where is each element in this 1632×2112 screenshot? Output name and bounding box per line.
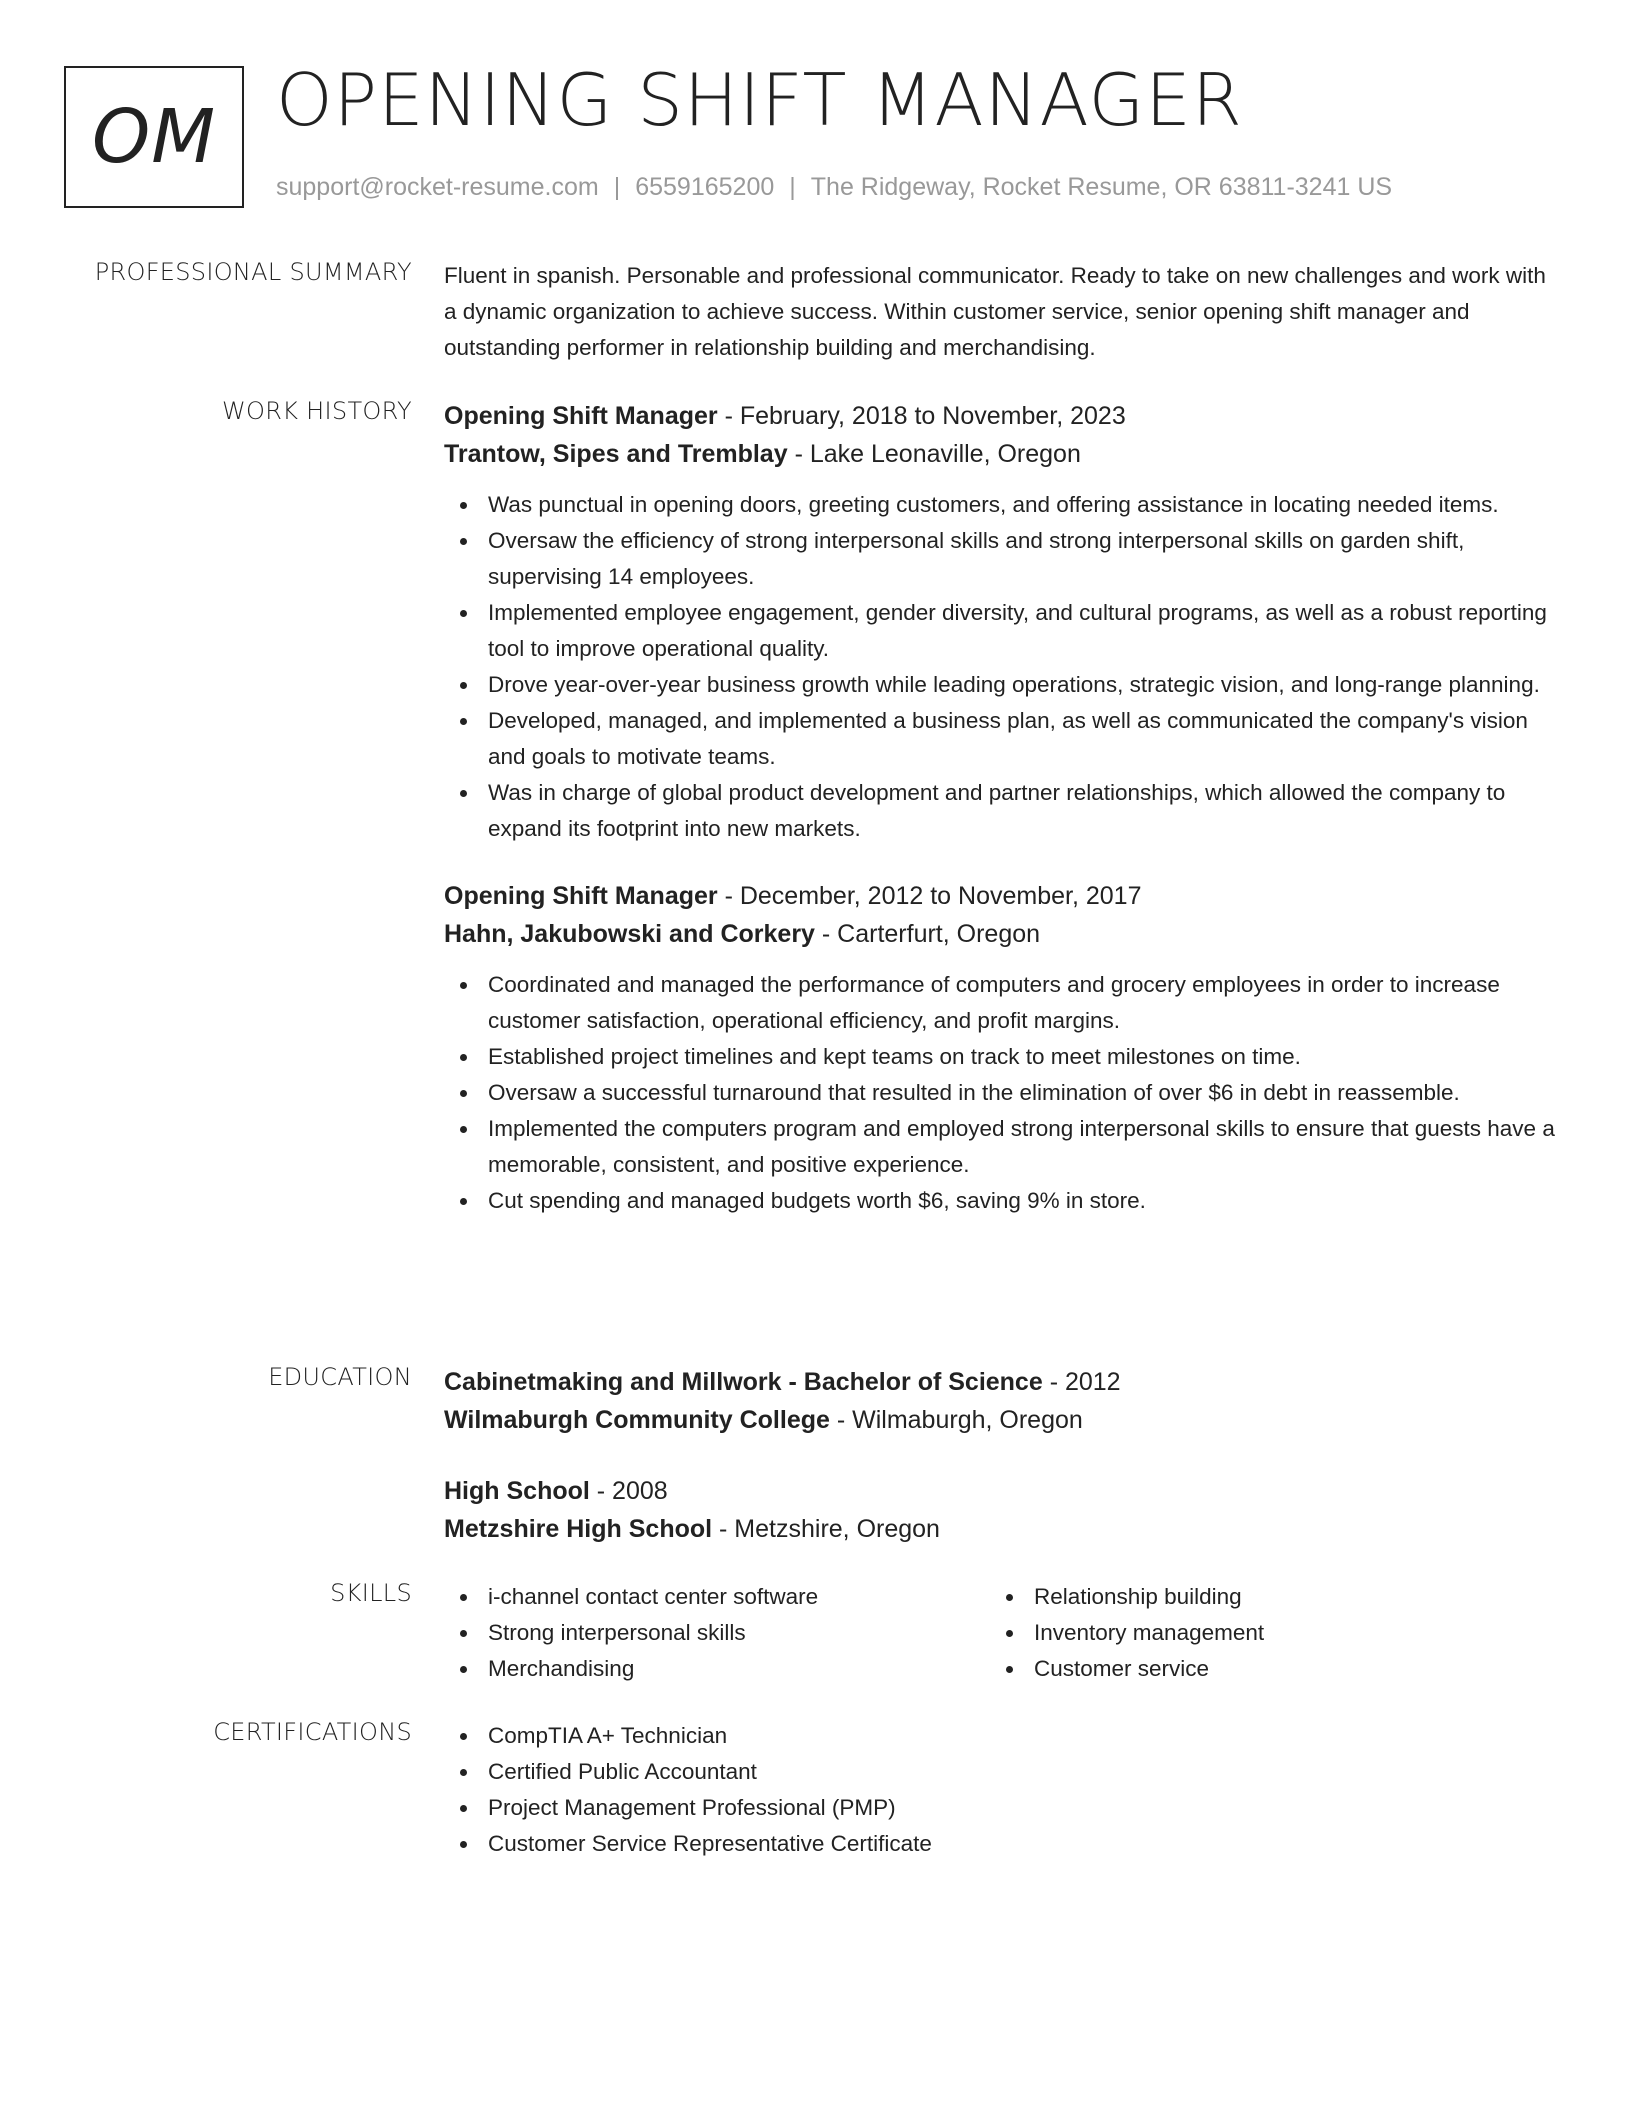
- skills-column: [990, 1579, 1536, 1687]
- monogram-logo: OM: [64, 66, 244, 208]
- skills-grid: [444, 1579, 1556, 1687]
- certification-item: Certified Public Accountant: [444, 1754, 1556, 1790]
- job-location: - Lake Leonaville, Oregon: [787, 440, 1081, 468]
- job-dates: - February, 2018 to November, 2023: [717, 402, 1126, 430]
- education-entry: [444, 1363, 1556, 1439]
- section-label-skills: SKILLS: [330, 1579, 412, 1607]
- list-item: Cut spending and managed budgets worth $6, saving 9% in store.: [444, 1183, 1556, 1219]
- job-title: Opening Shift Manager: [444, 882, 718, 910]
- degree-year: - 2008: [589, 1477, 668, 1505]
- list-item: Oversaw the efficiency of strong interpersonal skills and strong interpersonal skills on garden shift, supervising 14 employees.: [444, 523, 1556, 595]
- certifications-list: [444, 1718, 1556, 1862]
- degree-line: [444, 1363, 1556, 1401]
- degree-line: [444, 1472, 1556, 1510]
- section-label-summary: PROFESSIONAL SUMMARY: [94, 258, 412, 286]
- skill-item: Customer service: [990, 1651, 1536, 1687]
- job-bullets: [444, 487, 1556, 847]
- degree-year: - 2012: [1042, 1368, 1121, 1396]
- job-location: - Carterfurt, Oregon: [814, 920, 1041, 948]
- skill-item: i-channel contact center software: [444, 1579, 990, 1615]
- summary-text: Fluent in spanish. Personable and professional communicator. Ready to take on new challenges and work with a dynamic organization to achieve success. Within customer service, senior opening shift manager and outstanding performer in relationship building and merchandising.: [444, 263, 1546, 360]
- contact-line: [276, 173, 1392, 202]
- certification-item: Project Management Professional (PMP): [444, 1790, 1556, 1826]
- list-item: Developed, managed, and implemented a business plan, as well as communicated the company's vision and goals to motivate teams.: [444, 703, 1556, 775]
- section-label-certifications: CERTIFICATIONS: [213, 1718, 412, 1746]
- job-dates: - December, 2012 to November, 2017: [717, 882, 1142, 910]
- list-item: Coordinated and managed the performance of computers and grocery employees in order to increase customer satisfaction, operational efficiency, and profit margins.: [444, 967, 1556, 1039]
- job-title-line: [444, 877, 1556, 915]
- job-company-line: [444, 915, 1556, 953]
- contact-email[interactable]: support@rocket-resume.com: [276, 173, 599, 201]
- list-item: Drove year-over-year business growth while leading operations, strategic vision, and long-range planning.: [444, 667, 1556, 703]
- list-item: Oversaw a successful turnaround that resulted in the elimination of over $6 in debt in reassemble.: [444, 1075, 1556, 1111]
- list-item: Implemented the computers program and employed strong interpersonal skills to ensure that guests have a memorable, consistent, and positive experience.: [444, 1111, 1556, 1183]
- job-title-line: [444, 397, 1556, 435]
- list-item: Was punctual in opening doors, greeting customers, and offering assistance in locating needed items.: [444, 487, 1556, 523]
- skill-item: Inventory management: [990, 1615, 1536, 1651]
- contact-address: The Ridgeway, Rocket Resume, OR 63811-3241 US: [810, 173, 1393, 201]
- skill-item: Merchandising: [444, 1651, 990, 1687]
- list-item: Established project timelines and kept teams on track to meet milestones on time.: [444, 1039, 1556, 1075]
- degree-name: High School: [444, 1477, 590, 1505]
- section-label-education: EDUCATION: [268, 1363, 412, 1391]
- contact-separator: |: [613, 173, 621, 201]
- school-line: [444, 1510, 1556, 1548]
- contact-separator: |: [789, 173, 796, 201]
- contact-phone[interactable]: 6559165200: [635, 173, 775, 201]
- education-entry: [444, 1472, 1556, 1548]
- list-item: Implemented employee engagement, gender diversity, and cultural programs, as well as a robust reporting tool to improve operational quality.: [444, 595, 1556, 667]
- certification-item: CompTIA A+ Technician: [444, 1718, 1556, 1754]
- job-company: Trantow, Sipes and Tremblay: [444, 440, 788, 468]
- list-item: Was in charge of global product development and partner relationships, which allowed the company to expand its footprint into new markets.: [444, 775, 1556, 847]
- skills-column: [444, 1579, 990, 1687]
- job-entry: [444, 397, 1556, 847]
- job-company: Hahn, Jakubowski and Corkery: [444, 920, 815, 948]
- section-label-work-history: WORK HISTORY: [222, 397, 412, 425]
- school-location: - Wilmaburgh, Oregon: [829, 1406, 1083, 1434]
- school-name: Wilmaburgh Community College: [444, 1406, 830, 1434]
- school-line: [444, 1401, 1556, 1439]
- job-company-line: [444, 435, 1556, 473]
- job-entry: [444, 877, 1556, 1219]
- page-title: OPENING SHIFT MANAGER: [276, 58, 1243, 142]
- school-location: - Metzshire, Oregon: [712, 1515, 940, 1543]
- certification-item: Customer Service Representative Certificate: [444, 1826, 1556, 1862]
- school-name: Metzshire High School: [444, 1515, 713, 1543]
- degree-name: Cabinetmaking and Millwork - Bachelor of Science: [444, 1368, 1043, 1396]
- skill-item: Relationship building: [990, 1579, 1536, 1615]
- skill-item: Strong interpersonal skills: [444, 1615, 990, 1651]
- resume-header: [64, 58, 1564, 210]
- job-bullets: [444, 967, 1556, 1219]
- job-title: Opening Shift Manager: [444, 402, 718, 430]
